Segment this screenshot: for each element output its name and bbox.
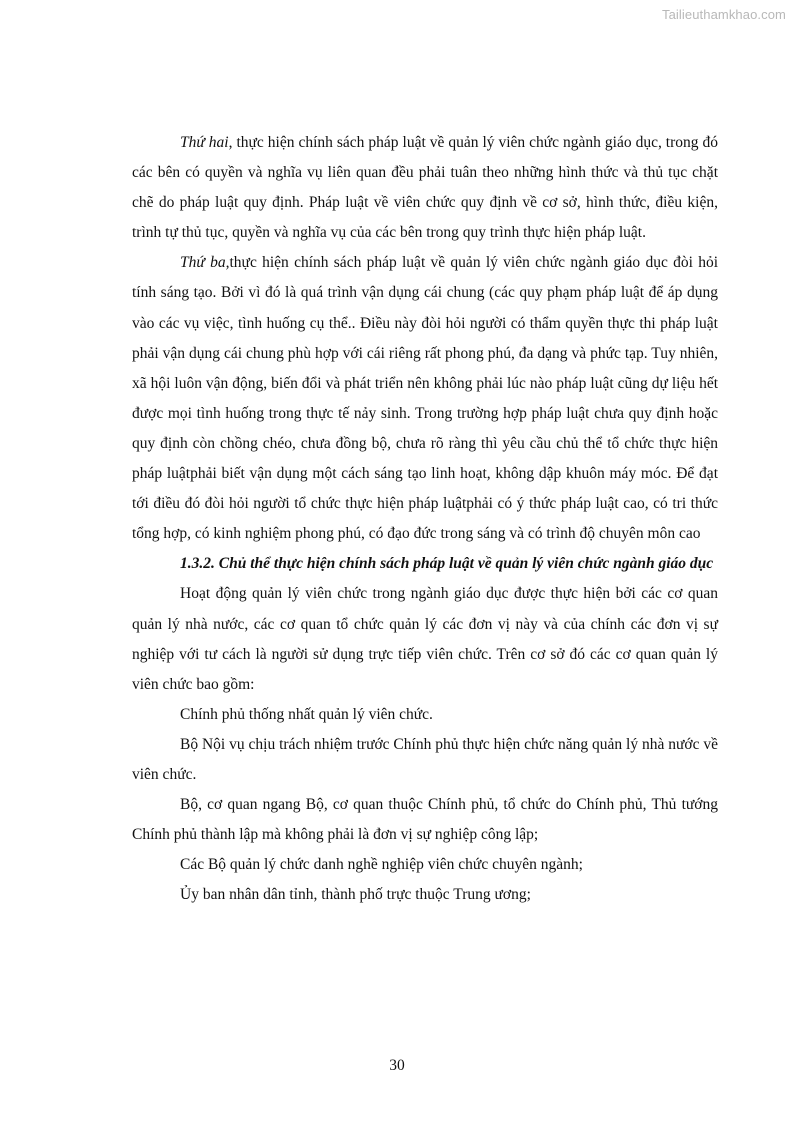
page-number: 30 xyxy=(389,1057,405,1074)
paragraph-text-thu-ba: thực hiện chính sách pháp luật về quản lý viên chức ngành giáo dục đòi hỏi tính sáng tạo. Bởi vì đó là quá trình vận dụng cái chung (các quy phạm pháp luật để áp dụng vào các vụ việc, tình huống cụ thể.. Điều này đòi hỏi người có thẩm quyền thực thi pháp luật phải vận dụng cái chung phù hợp với cái riêng rất phong phú, đa dạng và phức tạp. Tuy nhiên, xã hội luôn vận động, biến đổi và phát triển nên không phải lúc nào pháp luật cũng dự liệu hết được mọi tình huống trong thực tế nảy sinh. Trong trường hợp pháp luật chưa quy định hoặc quy định còn chồng chéo, chưa đồng bộ, chưa rõ ràng thì yêu cầu chủ thể tổ chức thực hiện pháp luậtphải biết vận dụng một cách sáng tạo linh hoạt, không dập khuôn máy móc. Để đạt tới điều đó đòi hỏi người tổ chức thực hiện pháp luậtphải có ý thức pháp luật cao, có tri thức tổng hợp, có kinh nghiệm phong phú, có đạo đức trong sáng và có trình độ chuyên môn cao xyxy=(132,254,719,543)
paragraph-thu-ba xyxy=(132,248,718,549)
section-heading: 1.3.2. Chủ thể thực hiện chính sách pháp luật về quản lý viên chức ngành giáo dục xyxy=(180,555,714,573)
paragraph-thu-hai xyxy=(132,128,718,248)
paragraph-lead-thu-ba: Thứ ba, xyxy=(180,254,230,272)
paragraph-bo-noi-vu: Bộ Nội vụ chịu trách nhiệm trước Chính phủ thực hiện chức năng quản lý nhà nước về viên chức. xyxy=(132,735,718,783)
page-body xyxy=(132,128,718,910)
watermark-text: Tailieuthamkhao.com xyxy=(661,7,786,22)
paragraph-uy-ban: Ủy ban nhân dân tỉnh, thành phố trực thuộc Trung ương; xyxy=(180,886,531,904)
paragraph-text-thu-hai: , thực hiện chính sách pháp luật về quản lý viên chức ngành giáo dục, trong đó các bên có quyền và nghĩa vụ liên quan đều phải tuân theo những hình thức và thủ tục chặt chẽ do pháp luật quy định. Pháp luật về viên chức quy định về cơ sở, hình thức, điều kiện, trình tự thủ tục, quyền và nghĩa vụ của các bên trong quy trình thực hiện pháp luật. xyxy=(132,134,718,242)
paragraph-cac-bo: Các Bộ quản lý chức danh nghề nghiệp viên chức chuyên ngành; xyxy=(180,856,583,874)
paragraph-chinh-phu: Chính phủ thống nhất quản lý viên chức. xyxy=(180,705,433,723)
paragraph-bo-co-quan: Bộ, cơ quan ngang Bộ, cơ quan thuộc Chính phủ, tổ chức do Chính phủ, Thủ tướng Chính phủ thành lập mà không phải là đơn vị sự nghiệp công lập; xyxy=(132,796,718,844)
paragraph-hoat-dong: Hoạt động quản lý viên chức trong ngành giáo dục được thực hiện bởi các cơ quan quản lý nhà nước, các cơ quan tổ chức quản lý các đơn vị này và của chính các đơn vị sự nghiệp với tư cách là người sử dụng trực tiếp viên chức. Trên cơ sở đó các cơ quan quản lý viên chức bao gồm: xyxy=(132,585,718,693)
paragraph-lead-thu-hai: Thứ hai xyxy=(180,134,229,151)
